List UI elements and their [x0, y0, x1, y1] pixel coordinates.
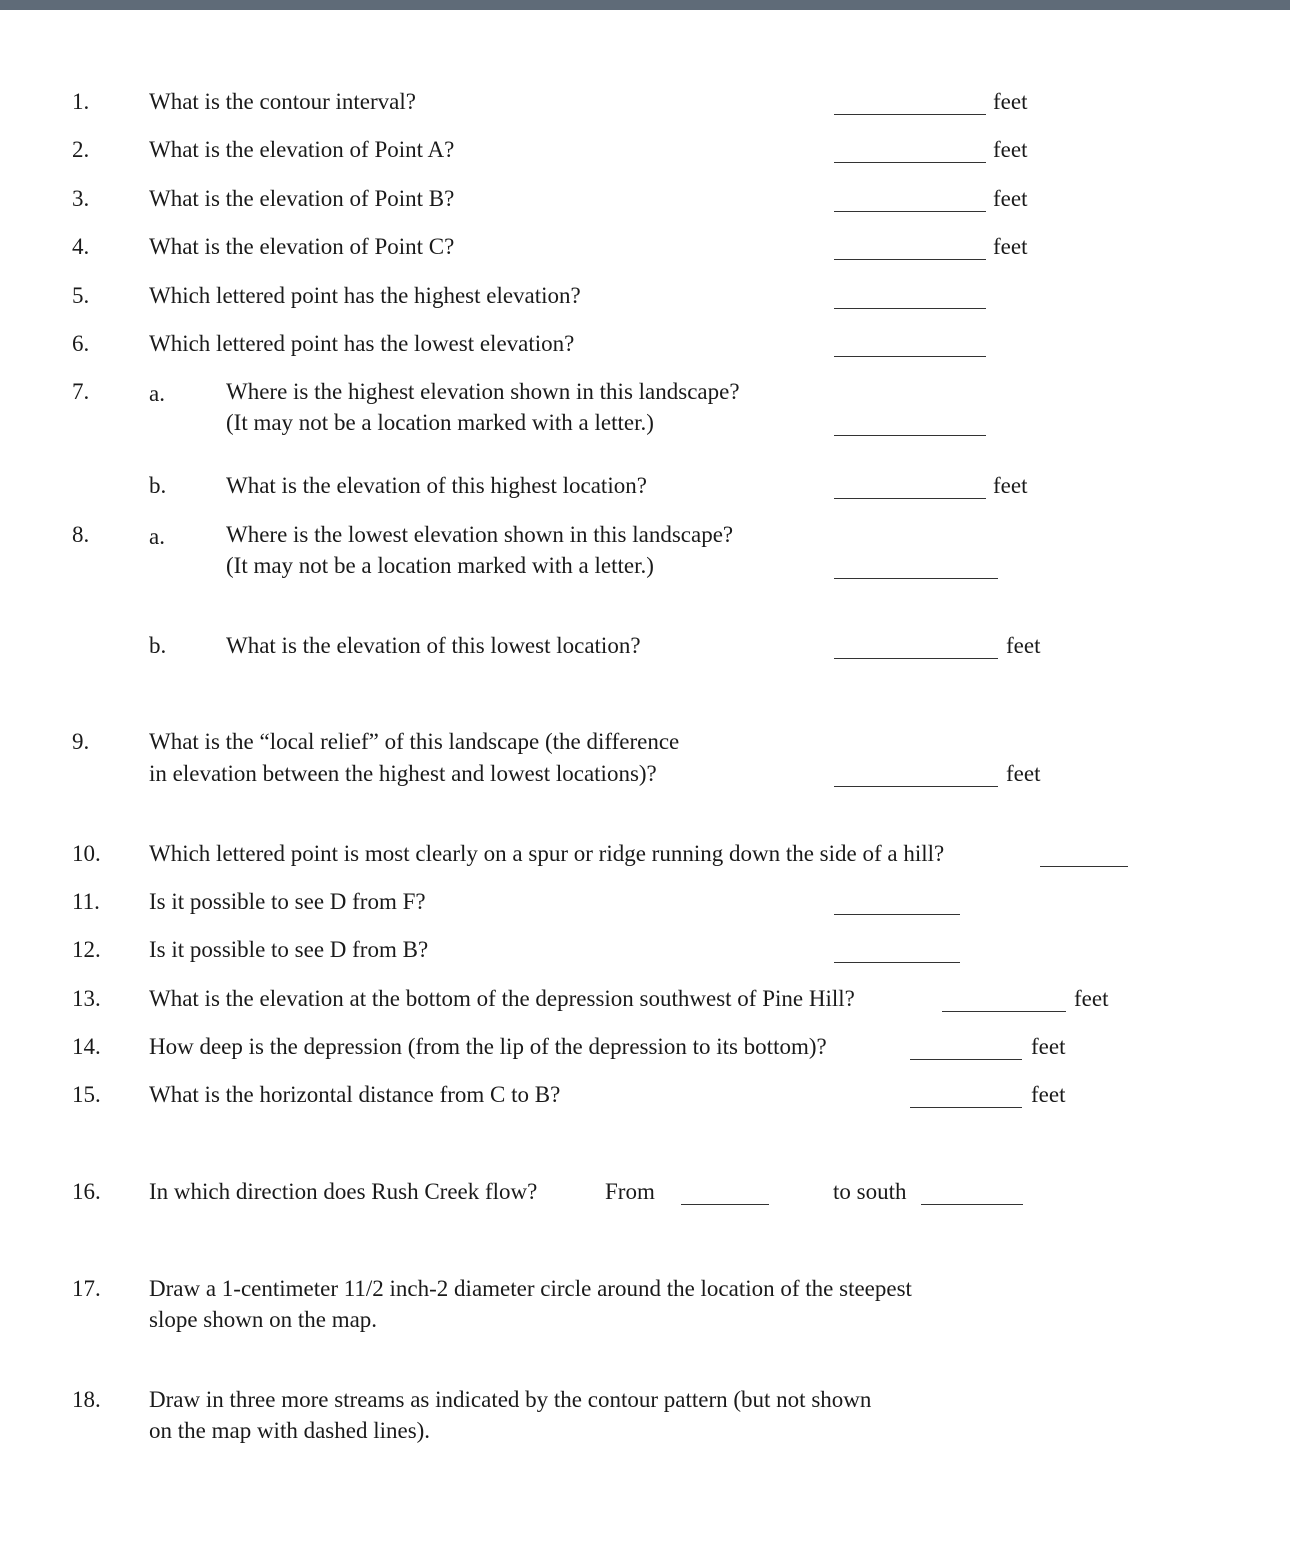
- answer-blank-2[interactable]: [834, 162, 986, 163]
- question-number: 13.: [72, 986, 101, 1011]
- question-text: on the map with dashed lines).: [149, 1418, 431, 1443]
- unit-label: feet: [1031, 1034, 1066, 1059]
- answer-blank-16-from[interactable]: [681, 1204, 769, 1205]
- question-text: slope shown on the map.: [149, 1307, 378, 1332]
- sub-question-letter: b.: [149, 473, 167, 498]
- question-text: Where is the lowest elevation shown in this landscape?: [226, 522, 734, 547]
- question-number: 12.: [72, 937, 101, 962]
- unit-label: feet: [1006, 761, 1041, 786]
- question-text: Which lettered point has the lowest elevation?: [149, 331, 575, 356]
- answer-blank-9[interactable]: [834, 786, 998, 787]
- sub-question-letter: a.: [149, 524, 165, 549]
- question-number: 3.: [72, 186, 90, 211]
- question-text: What is the elevation of Point B?: [149, 186, 455, 211]
- question-text: (It may not be a location marked with a letter.): [226, 410, 654, 435]
- question-text: What is the elevation of Point C?: [149, 234, 455, 259]
- answer-blank-8b[interactable]: [834, 658, 998, 659]
- question-text: How deep is the depression (from the lip of the depression to its bottom)?: [149, 1034, 827, 1059]
- answer-blank-13[interactable]: [942, 1011, 1066, 1012]
- answer-blank-3[interactable]: [834, 211, 986, 212]
- to-label: to south: [833, 1179, 907, 1204]
- answer-blank-1[interactable]: [834, 114, 986, 115]
- question-number: 1.: [72, 89, 90, 114]
- answer-blank-4[interactable]: [834, 259, 986, 260]
- question-text: Which lettered point has the highest elevation?: [149, 283, 581, 308]
- question-number: 8.: [72, 522, 90, 547]
- question-text: What is the elevation at the bottom of the depression southwest of Pine Hill?: [149, 986, 855, 1011]
- unit-label: feet: [993, 473, 1028, 498]
- question-text: Is it possible to see D from F?: [149, 889, 426, 914]
- unit-label: feet: [1031, 1082, 1066, 1107]
- answer-blank-7a[interactable]: [834, 435, 986, 436]
- question-number: 18.: [72, 1387, 101, 1412]
- answer-blank-10[interactable]: [1040, 866, 1128, 867]
- answer-blank-7b[interactable]: [834, 498, 986, 499]
- question-text: Which lettered point is most clearly on a spur or ridge running down the side of a hill?: [149, 841, 945, 866]
- unit-label: feet: [993, 186, 1028, 211]
- question-number: 15.: [72, 1082, 101, 1107]
- from-label: From: [605, 1179, 655, 1204]
- question-text: In which direction does Rush Creek flow?: [149, 1179, 538, 1204]
- question-text: What is the elevation of this lowest location?: [226, 633, 641, 658]
- answer-blank-15[interactable]: [910, 1107, 1022, 1108]
- unit-label: feet: [993, 137, 1028, 162]
- question-number: 5.: [72, 283, 90, 308]
- answer-blank-8a[interactable]: [834, 578, 998, 579]
- question-text: Draw a 1-centimeter 11/2 inch-2 diameter circle around the location of the steepest: [149, 1276, 912, 1301]
- question-number: 10.: [72, 841, 101, 866]
- unit-label: feet: [993, 89, 1028, 114]
- unit-label: feet: [993, 234, 1028, 259]
- question-text: Draw in three more streams as indicated by the contour pattern (but not shown: [149, 1387, 872, 1412]
- question-number: 4.: [72, 234, 90, 259]
- top-bar: [0, 0, 1290, 10]
- question-text: Where is the highest elevation shown in this landscape?: [226, 379, 740, 404]
- question-number: 2.: [72, 137, 90, 162]
- question-number: 11.: [72, 889, 100, 914]
- answer-blank-16-to[interactable]: [921, 1204, 1023, 1205]
- question-text: in elevation between the highest and lowest locations)?: [149, 761, 657, 786]
- question-number: 7.: [72, 379, 90, 404]
- question-text: What is the elevation of this highest location?: [226, 473, 647, 498]
- question-text: Is it possible to see D from B?: [149, 937, 429, 962]
- question-text: What is the horizontal distance from C to B?: [149, 1082, 561, 1107]
- answer-blank-11[interactable]: [834, 914, 960, 915]
- question-number: 17.: [72, 1276, 101, 1301]
- answer-blank-6[interactable]: [834, 356, 986, 357]
- question-number: 9.: [72, 729, 90, 754]
- question-number: 6.: [72, 331, 90, 356]
- question-text: What is the contour interval?: [149, 89, 416, 114]
- answer-blank-14[interactable]: [910, 1059, 1022, 1060]
- question-text: What is the elevation of Point A?: [149, 137, 455, 162]
- question-text: (It may not be a location marked with a letter.): [226, 553, 654, 578]
- question-number: 14.: [72, 1034, 101, 1059]
- question-text: What is the “local relief” of this landscape (the difference: [149, 729, 680, 754]
- unit-label: feet: [1074, 986, 1109, 1011]
- question-number: 16.: [72, 1179, 101, 1204]
- answer-blank-12[interactable]: [834, 962, 960, 963]
- answer-blank-5[interactable]: [834, 308, 986, 309]
- sub-question-letter: b.: [149, 633, 167, 658]
- sub-question-letter: a.: [149, 381, 165, 406]
- unit-label: feet: [1006, 633, 1041, 658]
